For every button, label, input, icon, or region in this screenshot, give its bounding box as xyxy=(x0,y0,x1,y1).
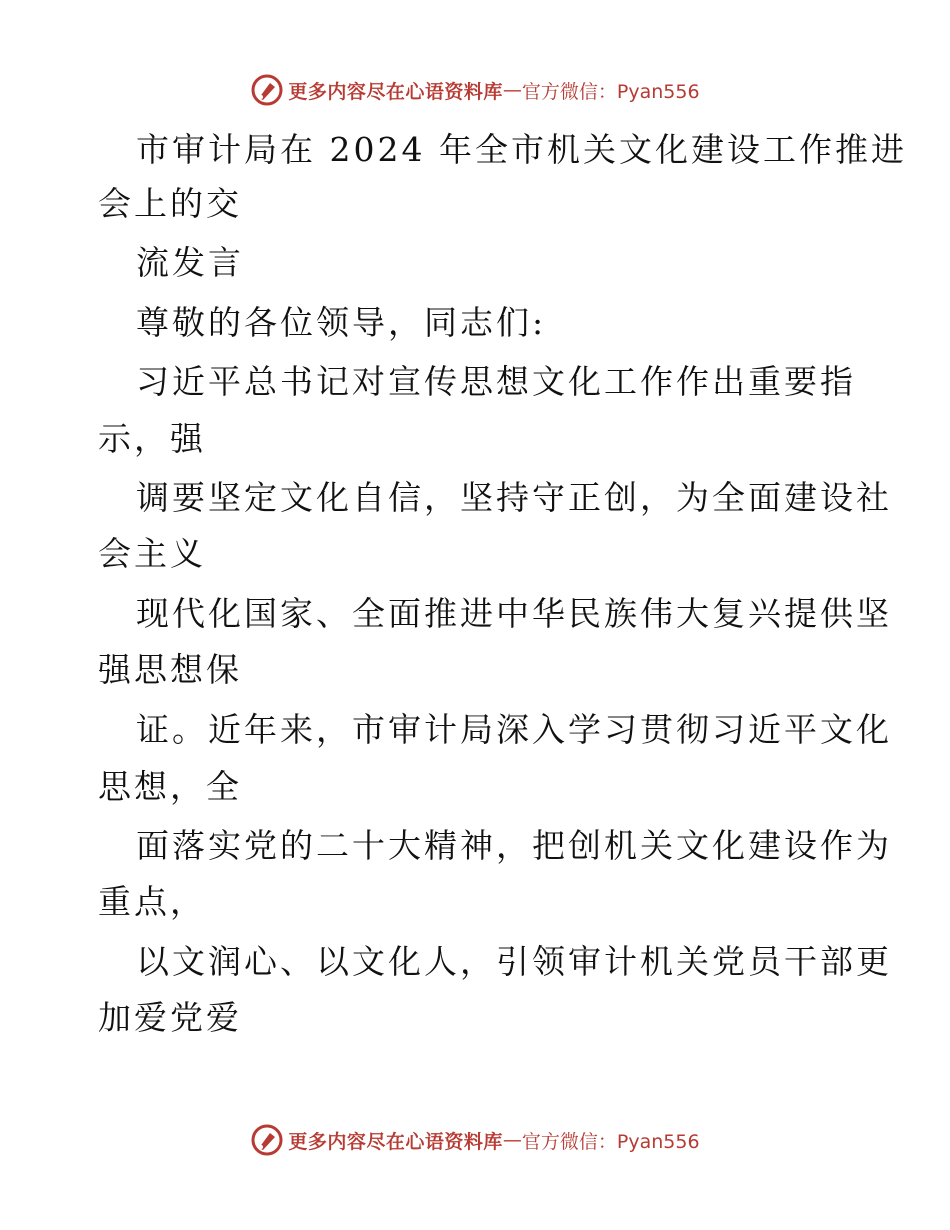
paragraph-line: 面落实党的二十大精神，把创机关文化建设作为 xyxy=(136,826,892,865)
paragraph-line: 现代化国家、全面推进中华民族伟大复兴提供坚 xyxy=(136,594,892,633)
header-watermark xyxy=(0,70,950,110)
paragraph-line: 习近平总书记对宣传思想文化工作作出重要指 xyxy=(136,362,856,401)
pen-nib-circle-icon xyxy=(250,1123,284,1157)
paragraph-line: 以文润心、以文化人，引领审计机关党员干部更 xyxy=(136,942,892,981)
paragraph-line: 强思想保 xyxy=(98,650,242,689)
watermark-site-text: 更多内容尽在心语资料库 xyxy=(288,80,503,103)
watermark-separator: — xyxy=(502,1129,522,1151)
pen-nib-circle-icon xyxy=(250,73,284,107)
paragraph-line: 思想，全 xyxy=(98,767,242,806)
watermark-contact-text: 官方微信：Pyan556 xyxy=(521,80,700,103)
salutation-line: 尊敬的各位领导，同志们: xyxy=(136,303,547,342)
title-line-3: 流发言 xyxy=(136,243,244,282)
paragraph-line: 会主义 xyxy=(98,534,206,573)
watermark-contact-text: 官方微信：Pyan556 xyxy=(521,1130,700,1153)
paragraph-line: 重点， xyxy=(98,882,206,921)
watermark-site-text: 更多内容尽在心语资料库 xyxy=(288,1130,503,1153)
title-line-2: 会上的交 xyxy=(98,184,242,223)
footer-watermark xyxy=(0,1120,950,1160)
watermark-separator: — xyxy=(502,79,522,101)
paragraph-line: 示，强 xyxy=(98,419,206,458)
paragraph-line: 证。近年来，市审计局深入学习贯彻习近平文化 xyxy=(136,710,892,749)
title-line-1: 市审计局在 2024 年全市机关文化建设工作推进 xyxy=(136,130,907,169)
paragraph-line: 加爱党爱 xyxy=(98,998,242,1037)
paragraph-line: 调要坚定文化自信，坚持守正创，为全面建设社 xyxy=(136,478,892,517)
